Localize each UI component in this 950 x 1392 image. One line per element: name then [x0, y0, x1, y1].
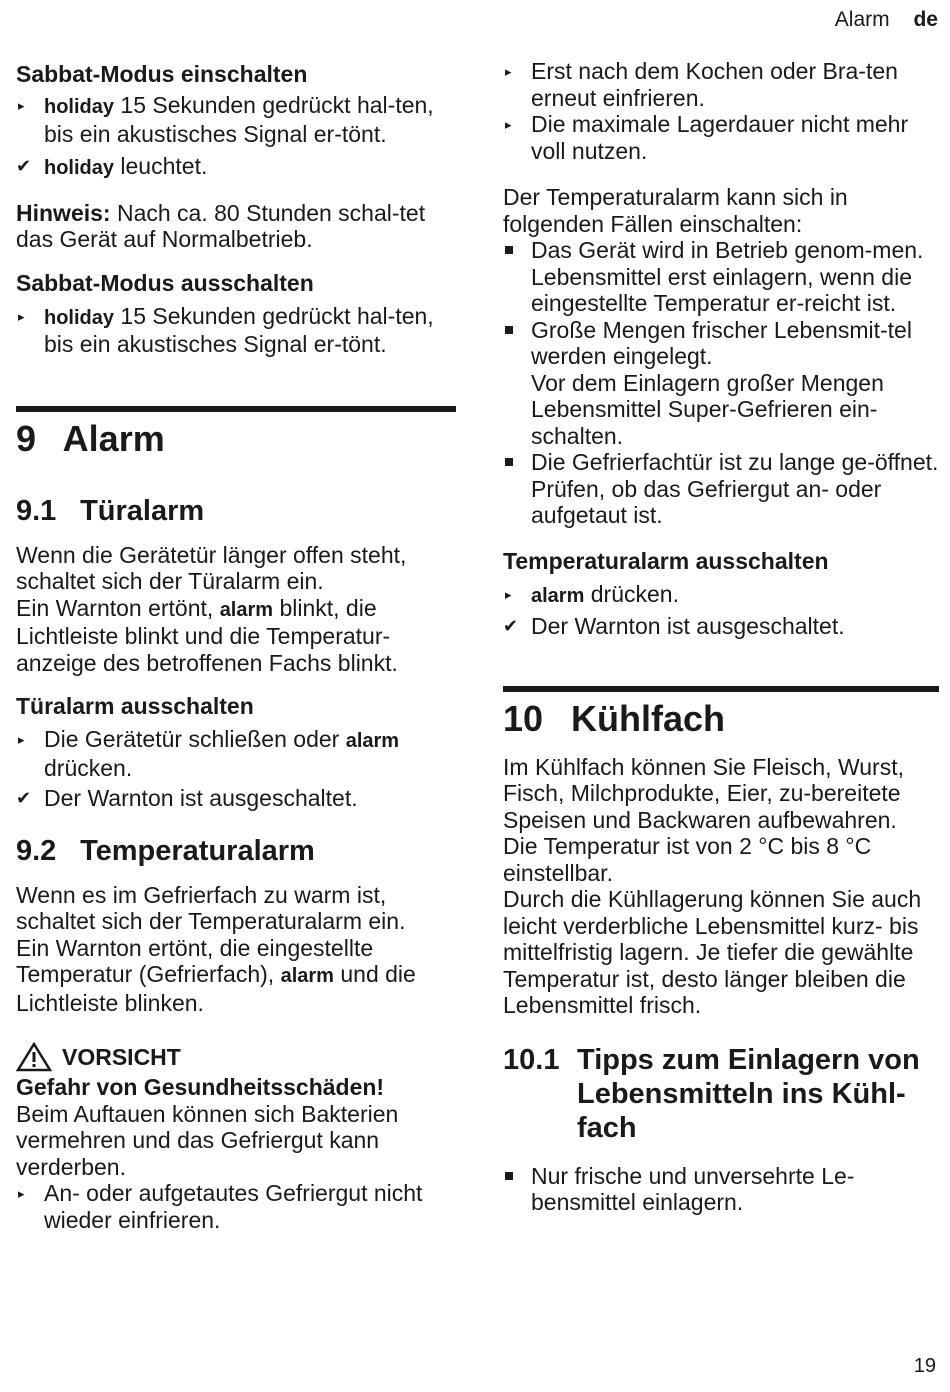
section-title: Tipps zum Einlagern von Lebensmitteln ins Kühl-fach — [577, 1043, 920, 1144]
door-alarm-intro: Wenn die Gerätetür länger offen steht, schaltet sich der Türalarm ein. — [16, 541, 407, 594]
alarm-key-label: alarm — [219, 598, 274, 621]
holiday-key-label: holiday — [44, 96, 115, 118]
step-arrow-icon: ▸ — [505, 586, 512, 602]
case-item-1 — [503, 237, 939, 317]
door-alarm-desc — [16, 595, 456, 677]
fridge-intro: Im Kühlfach können Sie Fleisch, Wurst, Fisch, Milchprodukte, Eier, zu-bereitete Speisen und Backwaren aufbewahren. — [503, 753, 904, 833]
left-column — [16, 58, 456, 1233]
result-text: Der Warnton ist ausgeschaltet. — [44, 785, 358, 811]
step-arrow-icon: ▸ — [505, 117, 512, 132]
result-text: Der Warnton ist ausgeschaltet. — [531, 613, 845, 639]
step-text: 15 Sekunden gedrückt hal-ten, bis ein akustisches Signal er-tönt. — [44, 92, 434, 147]
section-number: 9.1 — [16, 494, 57, 527]
chapter-title: Alarm — [62, 417, 165, 459]
warning-triangle-icon — [16, 1042, 52, 1072]
caution-box — [16, 1042, 456, 1233]
result-text: leuchtet. — [120, 153, 208, 179]
sabbat-off-heading: Sabbat-Modus ausschalten — [16, 269, 314, 296]
temp-alarm-desc — [16, 935, 456, 1017]
checkmark-icon: ✔ — [16, 788, 32, 808]
cases-intro: Der Temperaturalarm kann sich in folgenden Fällen einschalten: — [503, 184, 848, 237]
caution-label: VORSICHT — [62, 1043, 181, 1070]
header-language: de — [913, 8, 938, 31]
caution-step — [16, 1180, 456, 1233]
section-number: 10.1 — [503, 1043, 560, 1076]
caution-title: Gefahr von Gesundheitsschäden! — [16, 1074, 385, 1100]
door-alarm-off-heading: Türalarm ausschalten — [16, 693, 254, 719]
bullet-square-icon — [505, 458, 513, 466]
step-text: drücken. — [590, 580, 679, 607]
chapter-number: 10 — [503, 697, 544, 739]
alarm-key-label: alarm — [280, 965, 334, 987]
case-text: Große Mengen frischer Lebensmit-tel werden eingelegt. — [531, 316, 912, 369]
bullet-square-icon — [505, 1172, 513, 1180]
section-title: Türalarm — [80, 494, 205, 527]
step-text: Die Gerätetür schließen oder — [44, 726, 340, 752]
step-arrow-icon: ▸ — [18, 732, 25, 747]
case-action: Prüfen, ob das Gefriergut an- oder aufgetaut ist. — [531, 475, 882, 528]
section-10-1-heading — [503, 1043, 939, 1145]
step-text: Erst nach dem Kochen oder Bra-ten erneut einfrieren. — [531, 58, 898, 111]
case-text: Die Gefrierfachtür ist zu lange ge-öffnet. — [531, 449, 939, 475]
note-label: Hinweis: — [16, 199, 111, 226]
step-text: 15 Sekunden gedrückt hal-ten, bis ein akustisches Signal er-tönt. — [44, 302, 434, 357]
text-part: blinkt, die Lichtleiste blinkt und die Temperatur-anzeige des betroffenen Fachs blinkt. — [16, 594, 398, 676]
text-part: Ein Warnton ertönt, — [16, 594, 214, 621]
page-number: 19 — [913, 1355, 936, 1377]
door-alarm-off-step — [16, 726, 456, 781]
alarm-key-label: alarm — [345, 730, 400, 752]
fridge-temp-range: Die Temperatur ist von 2 °C bis 8 °C einstellbar. — [503, 833, 872, 886]
section-9-1-heading — [16, 494, 456, 528]
case-action: Lebensmittel erst einlagern, wenn die eingestellte Temperatur er-reicht ist. — [531, 263, 913, 316]
tip-text: Nur frische und unversehrte Le-bensmittel einlagern. — [531, 1162, 855, 1215]
door-alarm-off-result — [16, 785, 456, 812]
note — [16, 200, 456, 253]
step-arrow-icon: ▸ — [18, 1186, 25, 1201]
step-arrow-icon: ▸ — [505, 64, 512, 79]
sabbat-on-result — [16, 153, 456, 182]
section-9-2-heading — [16, 834, 456, 868]
step-text: An- oder aufgetautes Gefriergut nicht wieder einfrieren. — [44, 1180, 423, 1233]
tip-item-1 — [503, 1163, 939, 1216]
continued-step-1 — [503, 58, 939, 111]
caution-text: Beim Auftauen können sich Bakterien vermehren und das Gefriergut kann verderben. — [16, 1100, 399, 1180]
bullet-square-icon — [505, 326, 513, 334]
chapter-9-title-row — [16, 418, 456, 460]
section-title: Temperaturalarm — [80, 834, 315, 867]
case-text: Das Gerät wird in Betrieb genom-men. — [531, 237, 924, 263]
temp-alarm-off-result — [503, 613, 939, 640]
running-header — [835, 8, 938, 32]
holiday-key-label: holiday — [44, 306, 115, 329]
temp-alarm-off-step — [503, 581, 939, 610]
section-number: 9.2 — [16, 834, 57, 867]
alarm-key-label: alarm — [531, 584, 585, 607]
caution-heading — [16, 1042, 456, 1072]
step-arrow-icon: ▸ — [18, 98, 25, 113]
temp-alarm-intro: Wenn es im Gefrierfach zu warm ist, schaltet sich der Temperaturalarm ein. — [16, 881, 406, 934]
step-text: Die maximale Lagerdauer nicht mehr voll nutzen. — [531, 111, 909, 164]
chapter-number: 9 — [16, 417, 37, 459]
chapter-9-heading — [16, 406, 456, 460]
case-item-3 — [503, 449, 939, 529]
chapter-10-title-row — [503, 698, 939, 740]
sabbat-off-step — [16, 303, 456, 358]
fridge-storage-info: Durch die Kühllagerung können Sie auch leicht verderbliche Lebensmittel kurz- bis mittelfristig lagern. Je tiefer die gewählte Temperatur ist, desto länger bleiben die Lebensmittel frisch. — [503, 886, 922, 1018]
sabbat-on-heading: Sabbat-Modus einschalten — [16, 61, 308, 87]
chapter-title: Kühlfach — [571, 697, 726, 739]
note-text: Nach ca. 80 Stunden schal-tet das Gerät auf Normalbetrieb. — [16, 199, 426, 252]
checkmark-icon: ✔ — [16, 156, 32, 176]
case-item-2 — [503, 317, 939, 450]
holiday-key-label: holiday — [44, 157, 115, 179]
text-part: Ein Warnton ertönt, die eingestellte Temperatur (Gefrierfach), — [16, 934, 374, 987]
text-part: und die Lichtleiste blinken. — [16, 961, 416, 1016]
continued-step-2 — [503, 111, 939, 164]
sabbat-on-step — [16, 92, 456, 147]
checkmark-icon: ✔ — [503, 616, 519, 636]
case-action: Vor dem Einlagern großer Mengen Lebensmittel Super-Gefrieren ein-schalten. — [531, 369, 884, 449]
header-section: Alarm — [834, 8, 890, 31]
bullet-square-icon — [505, 246, 513, 254]
step-text: drücken. — [44, 754, 133, 781]
step-arrow-icon: ▸ — [18, 308, 25, 324]
temp-alarm-off-heading: Temperaturalarm ausschalten — [503, 547, 829, 574]
chapter-10-heading — [503, 686, 939, 740]
right-column — [503, 58, 939, 1216]
